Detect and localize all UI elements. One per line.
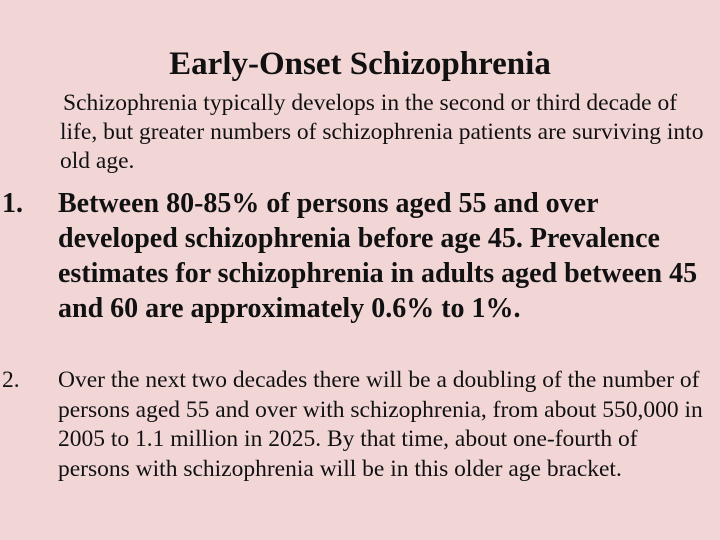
list-item-number: 2. xyxy=(2,367,20,393)
list-item xyxy=(2,186,720,326)
list-item-text: Over the next two decades there will be a doubling of the number of persons aged 55 and over with schizophrenia, from about 550,000 in 2005 to 1.1 million in 2025. By that time, about one-fourth of persons with schizophrenia will be in this older age bracket. xyxy=(58,367,703,482)
list-item xyxy=(2,366,712,484)
intro-paragraph: Schizophrenia typically develops in the second or third decade of life, but greater numbers of schizophrenia patients are surviving into old age. xyxy=(60,90,704,174)
list-item-text: Between 80-85% of persons aged 55 and over developed schizophrenia before age 45. Prevalence estimates for schizophrenia in adults aged between 45 and 60 are approximately 0.6% to 1%. xyxy=(58,188,698,324)
slide-title: Early-Onset Schizophrenia xyxy=(169,46,551,82)
list-item-number: 1. xyxy=(2,188,23,219)
